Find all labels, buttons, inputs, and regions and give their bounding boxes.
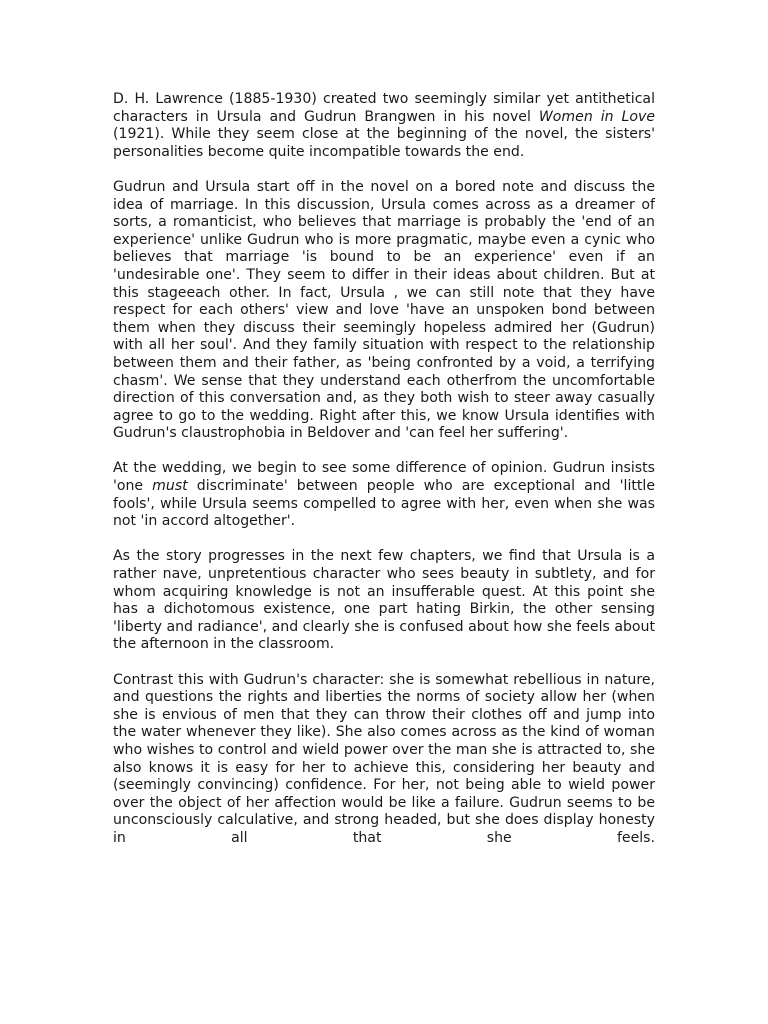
- paragraph-intro: [113, 91, 655, 161]
- paragraph-ursula: [113, 548, 655, 654]
- paragraph-wedding-text: At the wedding, we begin to see some difference of opinion. Gudrun insists 'one: [113, 460, 655, 495]
- paragraph-marriage-text: Gudrun and Ursula start off in the novel on a bored note and discuss the idea of marriage. In this discussion, Ursula comes across as a dreamer of sorts, a romanticist, who believes that marriage is probably the 'end of an experience' unlike Gudrun who is more pragmatic, maybe even a cynic who believes that marriage 'is bound to be an experience' even if an 'undesirable one'. They seem to differ in their ideas about children. But at this stageeach other. In fact, Ursula , we can still note that they have respect for each others' view and love 'have an unspoken bond between them when they discuss their seemingly hopeless admired her (Gudrun) with all her soul'. And they family situation with respect to the relationship between them and their father, as 'being confronted by a void, a terrifying chasm'. We sense that they understand each otherfrom the uncomfortable direction of this conversation and, as they both wish to steer away casually agree to go to the wedding. Right after this, we know Ursula identifies with Gudrun's claustrophobia in Beldover and 'can feel her suffering'.: [113, 178, 655, 442]
- paragraph-wedding-text-cont: discriminate' between people who are exceptional and 'little fools', while Ursula seems compelled to agree with her, even when she was not 'in accord altogether'.: [113, 478, 655, 530]
- paragraph-intro-text: D. H. Lawrence (1885-1930) created two seemingly similar yet antithetical characters in Ursula and Gudrun Brangwen in his novel: [113, 91, 655, 125]
- paragraph-intro-text-cont: (1921). While they seem close at the beginning of the novel, the sisters' personalities become quite incompatible towards the end.: [113, 126, 655, 160]
- book-title: Women in Love: [538, 108, 656, 125]
- paragraph-wedding: [113, 460, 655, 530]
- paragraph-ursula-text: As the story progresses in the next few chapters, we find that Ursula is a rather nave, unpretentious character who sees beauty in subtlety, and for whom acquiring knowledge is not an insufferable quest. At this point she has a dichotomous existence, one part hating Birkin, the other sensing 'liberty and radiance', and clearly she is confused about how she feels about the afternoon in the classroom.: [113, 548, 655, 653]
- paragraph-gudrun: [113, 672, 655, 848]
- document-page: [113, 91, 655, 865]
- paragraph-marriage: [113, 179, 655, 443]
- emphasis-must: must: [152, 478, 188, 495]
- paragraph-gudrun-text: Contrast this with Gudrun's character: she is somewhat rebellious in nature, and questions the rights and liberties the norms of society allow her (when she is envious of men that they can throw their clothes off and jump into the water whenever they like). She also comes across as the kind of woman who wishes to control and wield power over the man she is attracted to, she also knows it is easy for her to achieve this, considering her beauty and (seemingly convincing) confidence. For her, not being able to wield power over the object of her affection would be like a failure. Gudrun seems to be unconsciously calculative, and strong headed, but she does display honesty in all that she feels.: [113, 671, 655, 846]
